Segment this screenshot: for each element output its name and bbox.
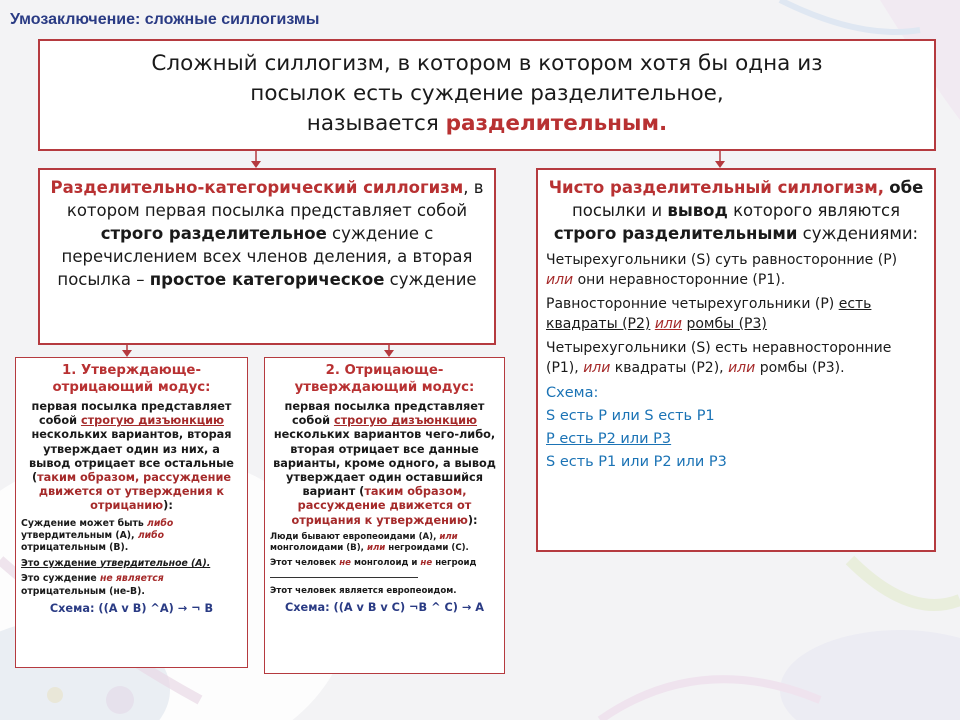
mode-1-box — [15, 357, 248, 668]
definition-line-3: называется разделительным. — [306, 111, 668, 136]
mode-2-example: Люди бывают европеоидами (А), или монголоидами (В), или негроидами (С). Этот человек не монголоид и не негроид Этот человек является европеоидом. — [270, 531, 477, 596]
pd-example-2: Равносторонние четырехугольники (Р) есть квадраты (Р2) или ромбы (Р3) — [546, 296, 872, 332]
definition-box — [38, 39, 936, 151]
pd-example-3: Четырехугольники (S) есть неравносторонние (Р1), или квадраты (Р2), или ромбы (Р3). — [546, 340, 892, 376]
pd-example-1: Четырехугольники (S) суть равносторонние (Р) или они неравносторонние (Р1). — [546, 252, 898, 288]
dc-term: Разделительно-категорический силлогизм — [50, 178, 464, 197]
mode-1-description: первая посылка представляет собой строгую дизъюнкцию нескольких вариантов, вторая утверждает один из них, а вывод отрицает все остальные (таким образом, рассуждение движется от утверждения к отрицанию): — [29, 400, 234, 513]
pd-schema-line-2: Р есть Р2 или Р3 — [546, 431, 672, 447]
purely-disjunctive-box — [536, 168, 936, 552]
definition-term: разделительным. — [445, 111, 668, 136]
mode-1-heading: 1. Утверждающе-отрицающий модус: — [52, 363, 211, 395]
pd-heading: Чисто разделительный силлогизм, обе посылки и вывод которого являются строго разделительными суждениями: — [548, 178, 924, 243]
slide-title: Умозаключение: сложные силлогизмы — [10, 11, 320, 28]
mode-2-box — [264, 357, 505, 674]
pd-schema-line-1: S есть Р или S есть Р1 — [546, 408, 715, 424]
definition-line-1: Сложный силлогизм, в котором в котором хотя бы одна из — [151, 51, 823, 76]
disjunctive-categorical-box: Разделительно-категорический силлогизм, в котором первая посылка представляет собой строго разделительное суждение с перечислением всех членов деления, а вторая посылка – простое категорическое суждение — [38, 168, 496, 345]
definition-line-2: посылок есть суждение разделительное, — [250, 81, 724, 106]
pd-schema-line-3: S есть Р1 или Р2 или Р3 — [546, 454, 727, 470]
mode-2-schema: Схема: ((А v В v С) ¬В ^ С) → А — [284, 601, 484, 615]
mode-1-example: Суждение может быть либо утвердительным (А), либо отрицательным (В). Это суждение утвердительное (А). Это суждение не является отрицательным (не-В). — [21, 517, 211, 597]
mode-2-heading: 2. Отрицающе-утверждающий модус: — [294, 363, 475, 395]
mode-2-description: первая посылка представляет собой строгую дизъюнкцию нескольких вариантов чего-либо, вторая отрицает все данные варианты, кроме одного, а вывод утверждает один оставшийся вариант (таким образом, рассуждение движется от отрицания к утверждению): — [273, 400, 496, 527]
pd-schema-label: Схема: — [546, 385, 599, 401]
arrow-top-to-left — [249, 151, 263, 169]
mode-2-conclusion-line — [270, 569, 418, 578]
mode-1-schema: Схема: ((А v В) ^А) → ¬ В — [49, 602, 214, 616]
arrow-top-to-right — [713, 151, 727, 169]
